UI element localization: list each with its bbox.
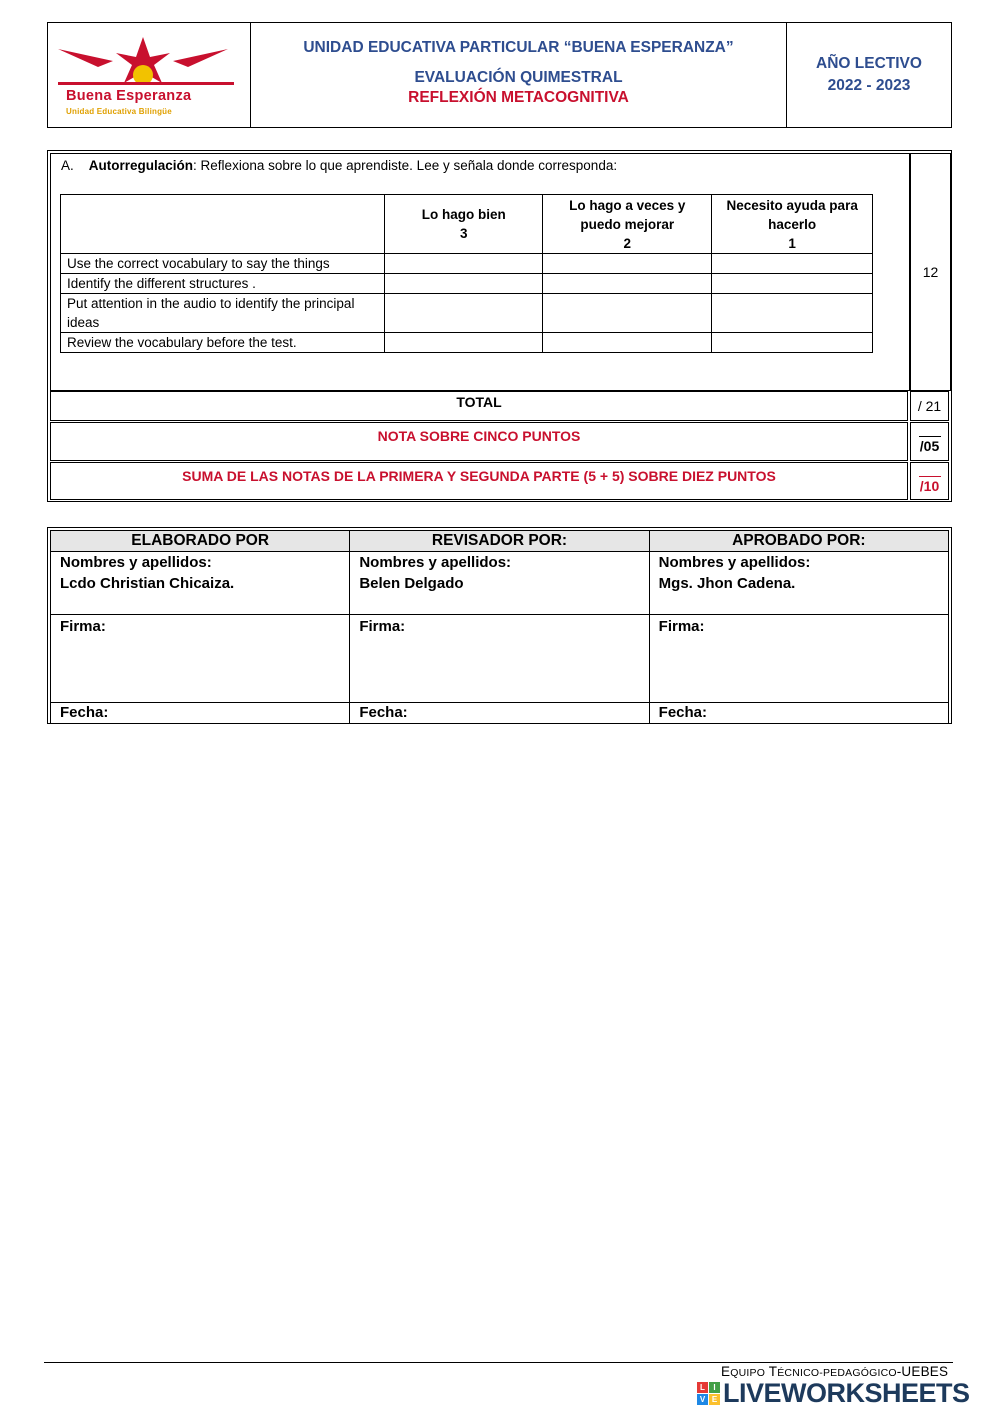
rubric-statement: Put attention in the audio to identify the principal ideas [61, 294, 385, 333]
rubric-col-3-label: Lo hago bien [421, 207, 506, 222]
names-label: Nombres y apellidos: [60, 554, 212, 571]
approved-by-date[interactable]: Fecha: [649, 703, 948, 724]
logo-name: Buena Esperanza [66, 88, 192, 104]
logo-cell [48, 23, 251, 127]
total-label: TOTAL [50, 391, 908, 421]
grade-blank-line [919, 436, 941, 437]
ten-point-sum-score[interactable] [910, 462, 949, 500]
approved-by-name: Mgs. Jhon Cadena. [658, 575, 796, 592]
self-regulation-box [50, 153, 910, 391]
prepared-by-name: Lcdo Christian Chicaiza. [60, 575, 235, 592]
footer-team-part: -UEBES [896, 1364, 949, 1379]
rubric-statement: Identify the different structures . [61, 274, 385, 294]
names-label: Nombres y apellidos: [359, 554, 512, 571]
reviewed-by-header: REVISADOR POR: [350, 531, 649, 552]
approved-by-signature[interactable]: Firma: [649, 615, 948, 703]
liveworksheets-cube-icon [697, 1382, 720, 1405]
self-assessment-table [60, 194, 873, 353]
section-score: 12 [910, 153, 951, 391]
section-heading [61, 158, 617, 173]
footer-team-part: QUIPO [730, 1367, 766, 1379]
approved-by-header: APROBADO POR: [649, 531, 948, 552]
rubric-answer-cell[interactable] [385, 294, 543, 333]
table-row [61, 333, 873, 353]
flame-star-icon [58, 35, 238, 87]
evaluation-title: EVALUACIÓN QUIMESTRAL [414, 69, 623, 86]
prepared-by-names [51, 552, 350, 615]
five-point-grade-label: NOTA SOBRE CINCO PUNTOS [50, 422, 908, 461]
reviewed-by-signature[interactable]: Firma: [350, 615, 649, 703]
signoff-names-row [51, 552, 949, 615]
rubric-header-row [61, 195, 873, 254]
rubric-col-2-label-line2: puedo mejorar [580, 216, 675, 232]
rubric-answer-cell[interactable] [712, 294, 873, 333]
signoff-table [50, 530, 949, 724]
cube-letter: E [709, 1394, 720, 1405]
grade-blank-line [919, 476, 941, 477]
liveworksheets-logo[interactable] [697, 1378, 970, 1408]
school-year-cell [787, 23, 951, 127]
signoff-date-row [51, 703, 949, 724]
rubric-col-1-label-line1: Necesito ayuda para [726, 197, 858, 213]
logo-tagline: Unidad Educativa Bilingüe [66, 107, 172, 116]
rubric-answer-cell[interactable] [712, 333, 873, 353]
reflection-title: REFLEXIÓN METACOGNITIVA [408, 89, 629, 106]
rubric-col-1-label-line2: hacerlo [768, 216, 817, 232]
table-row [61, 274, 873, 294]
school-name: UNIDAD EDUCATIVA PARTICULAR “BUENA ESPERANZA” [303, 39, 734, 56]
footer-team-part: ÉCNICO-PEDAGÓGICO [777, 1367, 897, 1379]
reviewed-by-name: Belen Delgado [359, 575, 464, 592]
rubric-header-col-1 [712, 195, 873, 254]
section-letter: A. [61, 158, 74, 173]
five-point-grade-score[interactable] [910, 422, 949, 461]
rubric-header-blank [61, 195, 385, 254]
reviewed-by-names [350, 552, 649, 615]
ten-point-sum-label: SUMA DE LAS NOTAS DE LA PRIMERA Y SEGUNDA PARTE (5 + 5) SOBRE DIEZ PUNTOS [50, 462, 908, 500]
cube-letter: V [697, 1394, 708, 1405]
rubric-col-1-value: 1 [788, 235, 796, 251]
approved-by-names [649, 552, 948, 615]
rubric-header-col-2 [543, 195, 712, 254]
rubric-statement: Use the correct vocabulary to say the things [61, 254, 385, 274]
cube-letter: I [709, 1382, 720, 1393]
prepared-by-header: ELABORADO POR [51, 531, 350, 552]
signoff-signature-row [51, 615, 949, 703]
table-row [61, 294, 873, 333]
rubric-col-2-value: 2 [623, 235, 631, 251]
rubric-answer-cell[interactable] [712, 274, 873, 294]
rubric-answer-cell[interactable] [385, 274, 543, 294]
title-cell [251, 23, 787, 127]
signoff-section [47, 527, 952, 724]
cube-letter: L [697, 1382, 708, 1393]
rubric-answer-cell[interactable] [543, 254, 712, 274]
liveworksheets-wordmark: LIVEWORKSHEETS [723, 1377, 970, 1408]
names-label: Nombres y apellidos: [658, 554, 811, 571]
footer-team-part: E [721, 1364, 731, 1379]
table-row [61, 254, 873, 274]
section-heading-instructions: : Reflexiona sobre lo que aprendiste. Lee y señala donde corresponda: [193, 158, 618, 173]
signoff-header-row [51, 531, 949, 552]
rubric-col-3-value: 3 [460, 226, 468, 241]
rubric-statement: Review the vocabulary before the test. [61, 333, 385, 353]
rubric-answer-cell[interactable] [712, 254, 873, 274]
document-header [47, 22, 952, 128]
rubric-answer-cell[interactable] [385, 333, 543, 353]
rubric-answer-cell[interactable] [543, 333, 712, 353]
footer-divider [44, 1362, 953, 1363]
footer-team-part: T [765, 1364, 778, 1379]
rubric-answer-cell[interactable] [543, 274, 712, 294]
ten-point-sum-denominator: /10 [919, 478, 940, 494]
school-year-label: AÑO LECTIVO [816, 55, 922, 72]
rubric-header-col-3 [385, 195, 543, 254]
five-point-grade-denominator: /05 [919, 438, 940, 454]
self-regulation-section [47, 150, 952, 502]
prepared-by-signature[interactable]: Firma: [51, 615, 350, 703]
school-logo [58, 35, 238, 115]
reviewed-by-date[interactable]: Fecha: [350, 703, 649, 724]
section-heading-bold: Autorregulación [88, 158, 194, 173]
total-score: / 21 [910, 391, 949, 421]
prepared-by-date[interactable]: Fecha: [51, 703, 350, 724]
rubric-col-2-label-line1: Lo hago a veces y [569, 197, 686, 213]
rubric-answer-cell[interactable] [543, 294, 712, 333]
rubric-answer-cell[interactable] [385, 254, 543, 274]
school-year-value: 2022 - 2023 [827, 77, 911, 94]
